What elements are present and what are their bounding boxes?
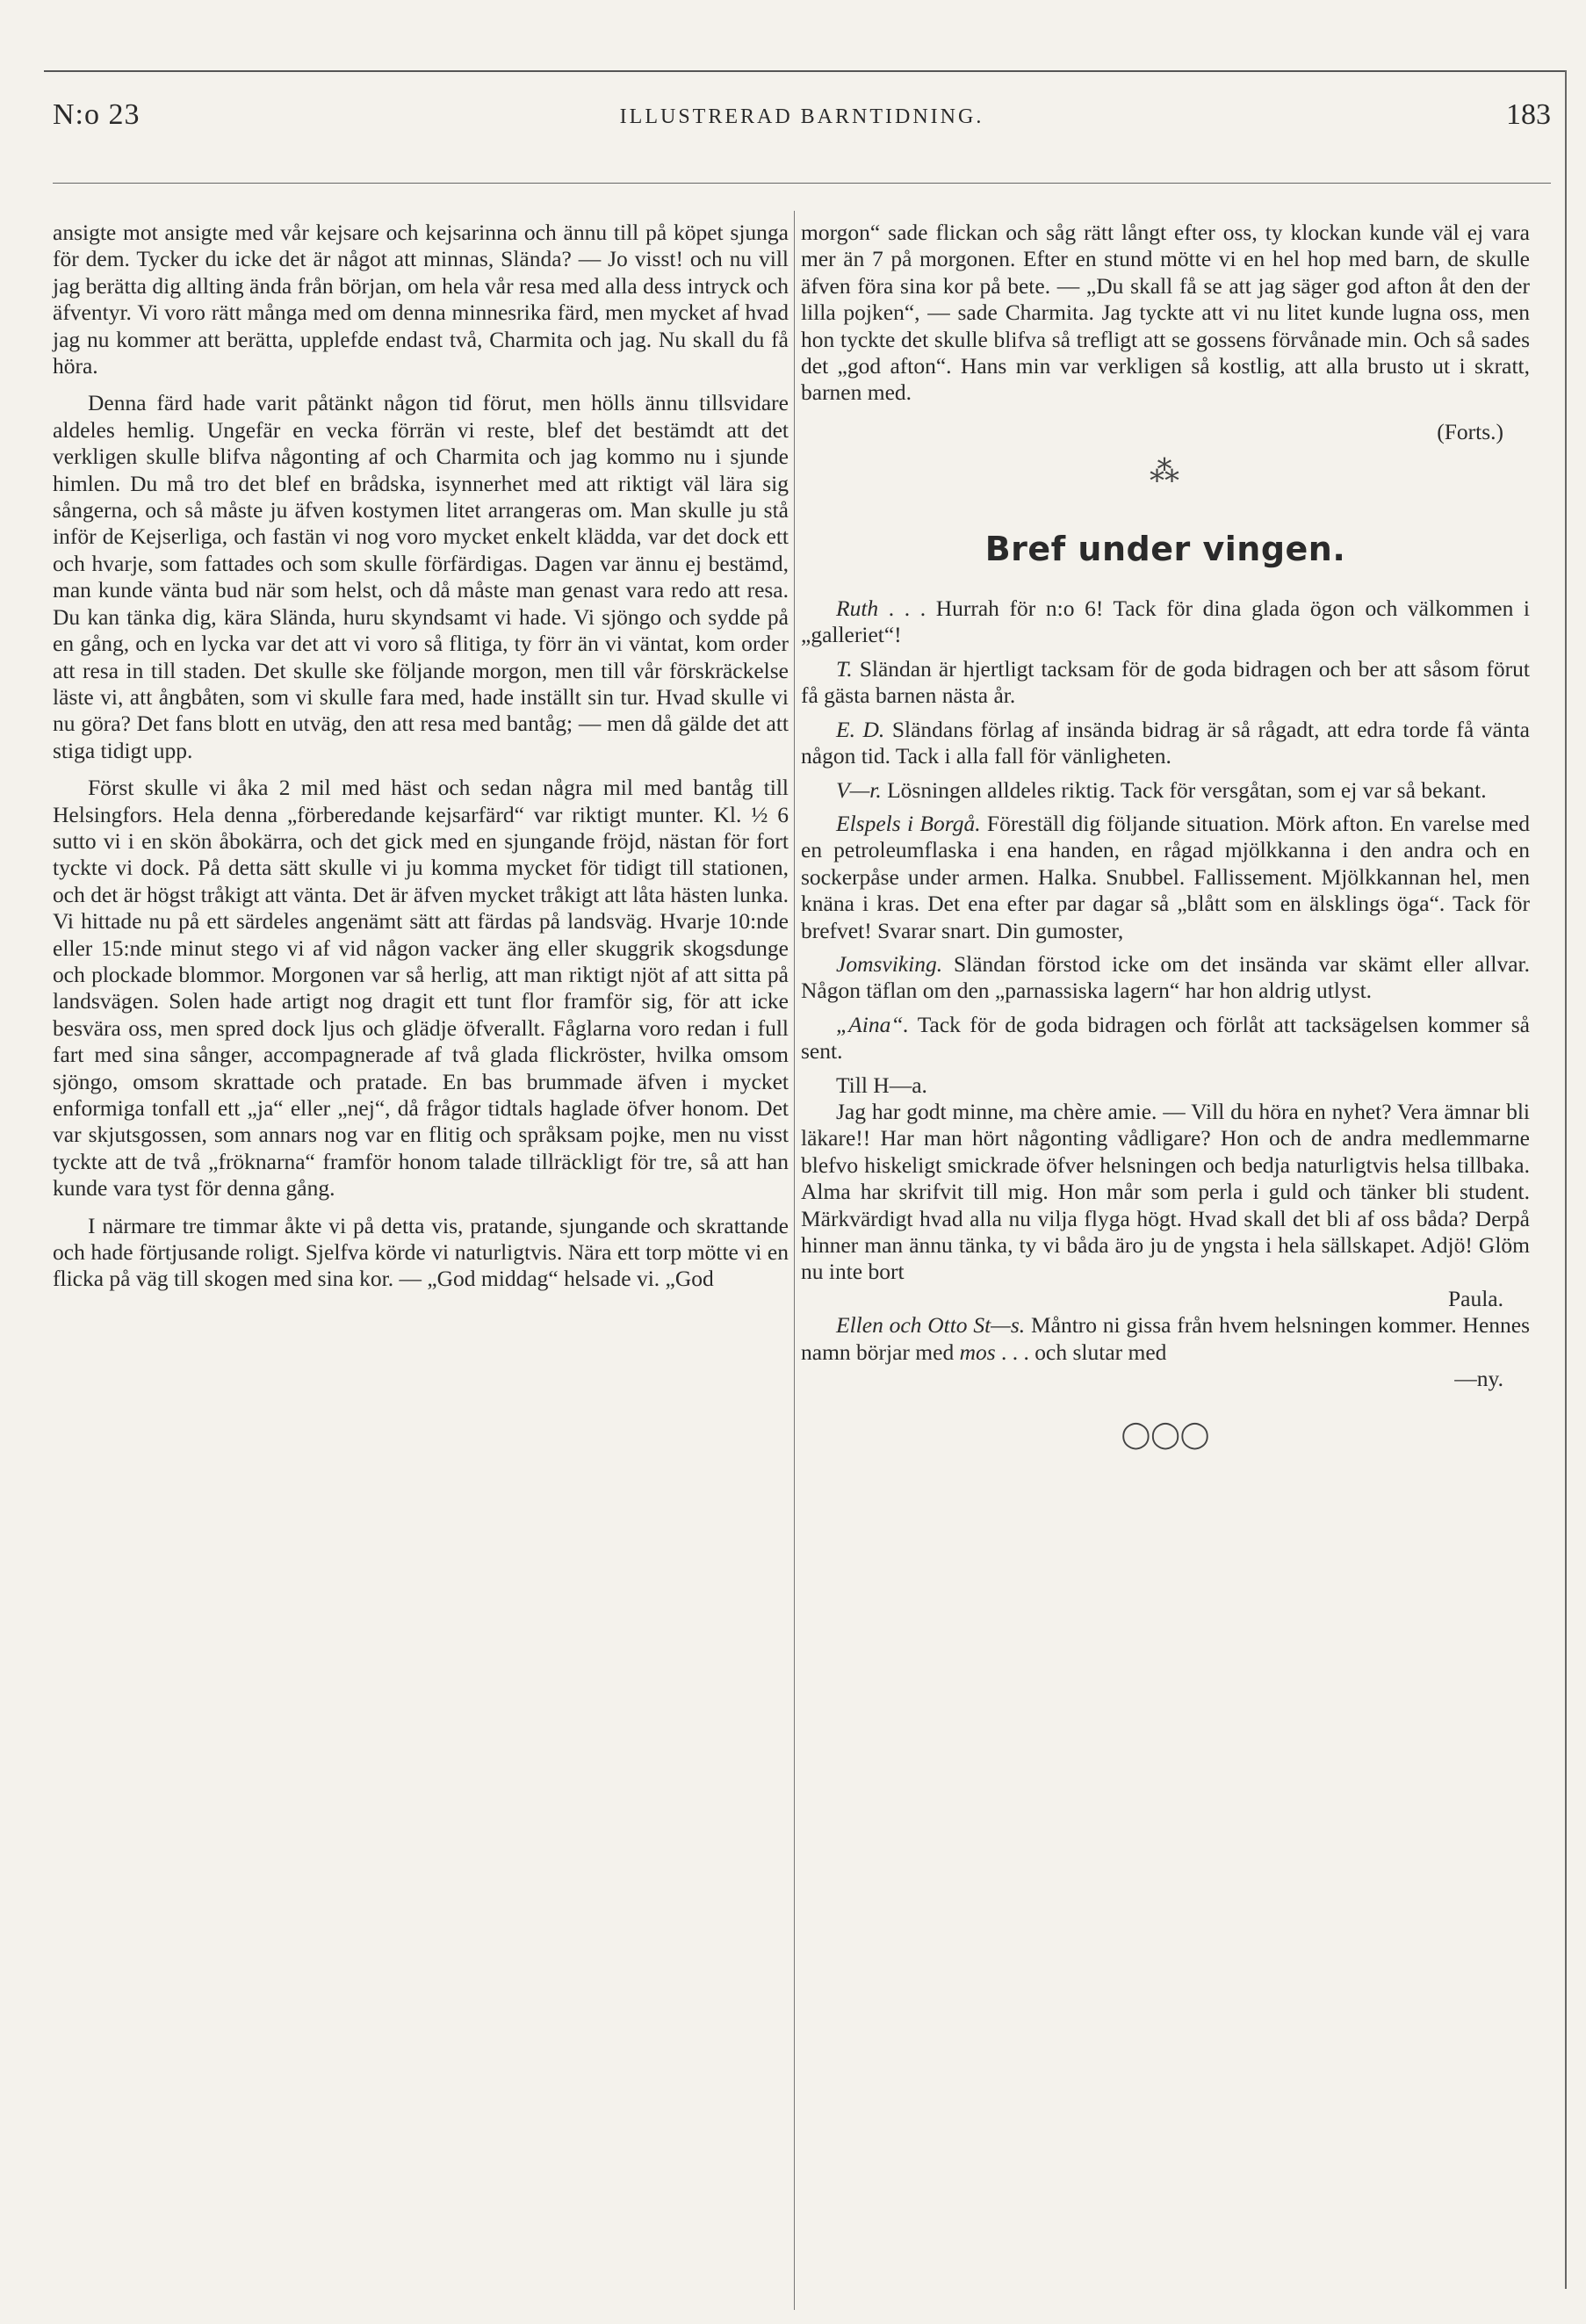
- letter-recipient: V—r.: [836, 776, 882, 803]
- letter-entry: [801, 717, 1530, 770]
- letter-text: Tack för de goda bidragen och förlåt att tacksägelsen kommer så sent.: [801, 1011, 1530, 1065]
- letter-entry: [801, 777, 1530, 804]
- section-title: Bref under vingen.: [984, 529, 1346, 568]
- column-divider: [794, 211, 795, 2310]
- letter-text: Sländan förstod icke om det insända var skämt eller allvar. Någon täflan om den „parnassiska lagern“ har hon aldrig utlyst.: [801, 950, 1531, 1004]
- left-column: [53, 220, 789, 1293]
- letter-text: Hurrah för n:o 6! Tack för dina glada ögon och välkommen i „galleriet“!: [801, 595, 1531, 648]
- letter-entry: [801, 811, 1530, 944]
- letter-entry: [801, 951, 1530, 1005]
- letter-text: Måntro ni gissa från hvem helsningen kommer. Hennes namn börjar med: [801, 1312, 1531, 1365]
- issue-number: N:o 23: [53, 98, 141, 131]
- page-header: [53, 98, 1551, 142]
- letter-signature: —ny.: [1454, 1366, 1503, 1392]
- continued-note: (Forts.): [1437, 418, 1503, 444]
- ornament-divider: ⁂: [1150, 456, 1181, 489]
- letter-recipient: E. D.: [836, 716, 885, 742]
- story-paragraph: Denna färd hade varit påtänkt någon tid förut, men hölls ännu tillsvidare aldeles hemlig. Ungefär en vecka förrän vi reste, blef det bestämdt att det verkligen skulle blifva någonting af och Charmita och jag kommo nu i sjunde himlen. Du må tro det blef en brådska, isynnerhet med att riktigt väl lära sig sångerna, och så måste ju äfven kostymen litet arrangeras om. Man skulle ju stå inför de Kejserliga, och fastän vi nog voro mycket enkelt klädda, var det dock ett och hvarje, som fattades och som skulle förfärdigas. Dagen var ännu ej bestämd, man kunde vänta bud när som helst, och då måste man genast vara redo att resa. Du kan tänka dig, kära Slända, huru skyndsamt vi hade. Vi sjöngo och sydde på en gång, och en lycka var det att vi voro så flitiga, ty förr än vi väntat, kom order att resa in till staden. Det skulle ske följande morgon, men till vår förskräckelse läste vi, att ångbåten, som vi skulle fara med, hade inställt sin tur. Hvad skulle vi nu göra? Det fans blott en utväg, den att resa med bantåg; — men då gälde det att stiga tidigt upp.: [53, 390, 789, 763]
- letter-entry: Ruth . . . Hurrah för n:o 6! Tack för dina glada ögon och välkommen i „galleriet“!: [801, 595, 1531, 648]
- header-rule: [53, 183, 1551, 184]
- letter-text: Sländans förlag af insända bidrag är så rågadt, att edra torde få vänta någon tid. Tack i alla fall för vänligheten.: [801, 716, 1530, 769]
- page-border-right: [1565, 70, 1567, 2289]
- letter-salutation: Till H—a.: [836, 1072, 927, 1098]
- letter-signature: Paula.: [1447, 1285, 1503, 1311]
- letter-text: Lösningen alldeles riktig. Tack för versgåtan, som ej var så bekant.: [887, 776, 1487, 803]
- letter-recipient: Ellen och Otto St—s.: [836, 1312, 1026, 1339]
- letter-entry: [801, 1012, 1530, 1065]
- letter-recipient: Jomsviking.: [836, 950, 943, 977]
- story-paragraph: I närmare tre timmar åkte vi på detta vis, pratande, sjungande och skrattande och hade förtjusande roligt. Sjelfva körde vi naturligtvis. Nära ett torp mötte vi en flicka på väg till skogen med sina kor. — „God middag“ helsade vi. „God: [53, 1212, 789, 1292]
- page-number: 183: [1506, 98, 1551, 131]
- letter-text: Sländan är hjertligt tacksam för de goda bidragen och ber att såsom förut få gästa barnen nästa år.: [801, 655, 1531, 709]
- letter-recipient: T.: [836, 655, 853, 682]
- letter-recipient: „Aina“.: [836, 1011, 909, 1037]
- story-paragraph: ansigte mot ansigte med vår kejsare och kejsarinna och ännu till på köpet sjunga för dem. Tycker du icke det är något att minnas, Slända? — Jo visst! och nu vill jag berätta dig allting ända från början, om hela vår resa med alla dess intryck och äfventyr. Vi voro rätt många med om denna minnesrika färd, men mycket af hvad jag nu kommer att berätta, upplefde endast två, Charmita och jag. Nu skall du få höra.: [53, 220, 789, 379]
- end-ornament: ◯◯◯: [1121, 1420, 1210, 1450]
- letter-recipient: Elspels i Borgå.: [836, 810, 981, 836]
- story-paragraph: Först skulle vi åka 2 mil med häst och sedan några mil med bantåg till Helsingfors. Hela denna „förberedande kejsarfärd“ var riktigt munter. Kl. ½ 6 sutto vi i en skön åbokärra, och det gick med en sjungande fröjd, nästan för fort tyckte vi dock. På detta sätt skulle vi ju komma mycket för tidigt till stationen, och det är högst tråkigt att vänta. Det är äfven mycket tråkigt att låta hästen lunka. Vi hittade nu på ett särdeles angenämt sätt att färdas på landsväg. Hvarje 10:nde eller 15:nde minut stego vi af vid någon vacker äng eller skuggrik skogsdunge och plockade blommor. Morgonen var så herlig, att man riktigt njöt af att sitta på landsvägen. Solen hade artigt nog dragit ett tunt flor framför sig, för att icke besvära oss, men spred dock ljus och glädje öfverallt. Fåglarna voro redan i full fart med sina sånger, accompagnerade af två glada flickröster, hvilka omsom sjöngo, omsom skrattade och pratade. En bas brummade äfven i mycket enformiga tonfall ett „ja“ eller „nej“, då frågor tidtals haglade öfver honom. Det var skjutsgossen, som annars nog var en flitig och språksam pojke, men nu visst tyckte att de två „fröknarna“ framför honom talade tillräckligt för tre, så att han kunde vara tyst för denna gång.: [53, 775, 789, 1202]
- publication-title: ILLUSTRERAD BARNTIDNING.: [619, 105, 984, 128]
- letter-italic-word: mos: [959, 1339, 996, 1365]
- letter-entry: [801, 656, 1530, 710]
- letter-body: Jag har godt minne, ma chère amie. — Vill du höra en nyhet? Vera ämnar bli läkare!! Har man hört någonting vådligare? Hon och de andra medlemmarne blefvo hiskeligt smickrade öfver helsningen och bedja naturligtvis helsa tillbaka. Alma har skrifvit till mig. Hon mår som perla i guld och tänker bli student. Märkvärdigt hvad alla nu vilja flyga högt. Hvad skall det bli af oss båda? Derpå hinner man ännu tänka, ty vi båda äro ju de yngsta i hela sällskapet. Adjö! Glöm nu inte bort: [801, 1098, 1530, 1285]
- story-continuation: morgon“ sade flickan och såg rätt långt efter oss, ty klockan kunde väl ej vara mer än 7 på morgonen. Efter en stund mötte vi en hel hop med barn, de skulle äfven föra sina kor på bete. — „Du skall få se att jag säger god afton åt den der lilla pojken“, — sade Charmita. Jag tyckte att vi nu litet kunde lugna oss, men hon tyckte det skulle blifva så trefligt att se gossens förvånade min. Och så sades det „god afton“. Hans min var verkligen så kostlig, att alla brusto ut i skratt, barnen med.: [801, 220, 1530, 406]
- letter-entry: Ellen och Otto St—s. Måntro ni gissa från hvem helsningen kommer. Hennes namn börjar med mos . . . och slutar med: [801, 1312, 1531, 1365]
- page-border-top: [44, 70, 1567, 72]
- letter-recipient: Ruth: [836, 595, 879, 622]
- letter-text: Föreställ dig följande situation. Mörk afton. En varelse med en petroleumflaska i ena handen, en rågad mjölkkanna i den andra och en sockerpåse under armen. Halka. Snubbel. Fallissement. Mjölkkannan hel, men knäna i kras. Det ena efter par dagar så „blått som en älsklings öga“. Tack för brefvet! Svarar snart. Din gumoster,: [801, 810, 1530, 943]
- right-column: [801, 220, 1530, 1449]
